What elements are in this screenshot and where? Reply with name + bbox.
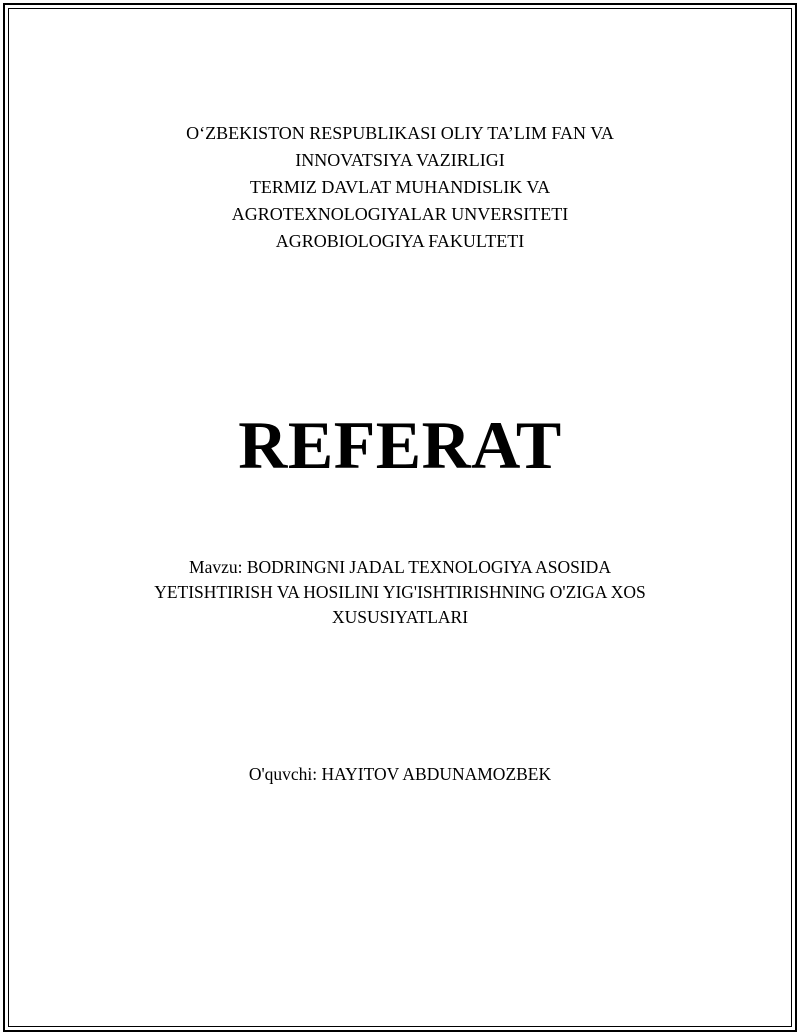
- student-name: O'quvchi: HAYITOV ABDUNAMOZBEK: [248, 764, 552, 784]
- header-line: AGROBIOLOGIYA FAKULTETI: [275, 231, 525, 251]
- topic-line: Mavzu: BODRINGNI JADAL TEXNOLOGIYA ASOSIDA: [189, 557, 611, 577]
- topic-line: XUSUSIYATLARI: [331, 607, 469, 627]
- header-line: AGROTEXNOLOGIYALAR UNVERSITETI: [231, 204, 569, 224]
- header-line: INNOVATSIYA VAZIRLIGI: [295, 150, 505, 170]
- topic-line: YETISHTIRISH VA HOSILINI YIG'ISHTIRISHNING O'ZIGA XOS: [154, 582, 646, 602]
- header-line: TERMIZ DAVLAT MUHANDISLIK VA: [249, 177, 551, 197]
- topic-block: [0, 555, 800, 630]
- document-title: REFERAT: [238, 407, 562, 483]
- institution-header: [0, 120, 800, 255]
- header-line: O‘ZBEKISTON RESPUBLIKASI OLIY TA’LIM FAN VA: [186, 123, 614, 143]
